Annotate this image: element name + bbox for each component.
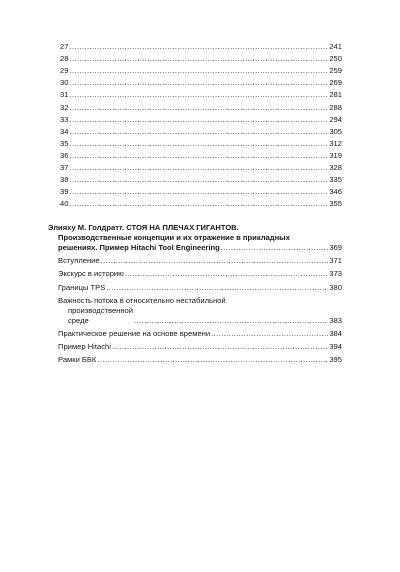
- toc-row-label: 27: [60, 42, 69, 52]
- toc-entry-page: 384: [329, 328, 342, 338]
- dot-leader: [69, 78, 328, 87]
- dot-leader: [69, 151, 328, 160]
- toc-row: [52, 160, 342, 172]
- toc-entry-label: Границы TPS: [58, 282, 106, 292]
- section-subtitle-text: решениях. Пример Hitachi Tool Engineering: [58, 243, 220, 252]
- dot-leader: [97, 355, 328, 365]
- toc-entry-label: Вступление: [58, 256, 100, 266]
- toc-entry-label-line1: Важность потока в относительно нестабильной: [58, 295, 226, 305]
- dot-leader: [69, 115, 328, 124]
- toc-row-page: 281: [329, 90, 342, 100]
- dot-leader: [69, 163, 328, 172]
- toc-row-page: 328: [329, 163, 342, 173]
- toc-entry-page: 371: [329, 256, 342, 266]
- toc-row: [52, 39, 342, 51]
- toc-row-page: 335: [329, 175, 342, 185]
- toc-row-page: 269: [329, 78, 342, 88]
- section-heading: Элияху М. Голдратт. СТОЯ НА ПЛЕЧАХ ГИГАНТОВ.: [48, 223, 239, 232]
- toc-row-label: 32: [60, 102, 69, 112]
- dot-leader: [69, 42, 328, 51]
- toc-entry-page: 394: [329, 342, 342, 352]
- toc-row-label: 33: [60, 114, 69, 124]
- toc-row-page: 241: [329, 42, 342, 52]
- dot-leader: [221, 243, 329, 253]
- section-subtitle-line2: [48, 243, 342, 253]
- toc-entry: [48, 342, 342, 352]
- toc-row-label: 39: [60, 187, 69, 197]
- toc-row: [52, 75, 342, 87]
- toc-row-page: 312: [329, 138, 342, 148]
- toc-row-label: 35: [60, 138, 69, 148]
- toc-entry-label: Экскурс в историю: [58, 269, 124, 279]
- toc-row: [52, 112, 342, 124]
- toc-row-page: 259: [329, 66, 342, 76]
- dot-leader: [69, 90, 328, 99]
- toc-row-label: 37: [60, 163, 69, 173]
- toc-entry-line2: [58, 306, 342, 326]
- dot-leader: [69, 199, 328, 208]
- toc-row: [52, 51, 342, 63]
- dot-leader: [69, 103, 328, 112]
- toc-row-page: 319: [329, 150, 342, 160]
- toc-entry-label-line2: производственной среде: [68, 305, 134, 325]
- toc-row: [52, 172, 342, 184]
- toc-row-label: 28: [60, 54, 69, 64]
- toc-row-label: 36: [60, 150, 69, 160]
- toc-row: [52, 124, 342, 136]
- toc-row-page: 346: [329, 187, 342, 197]
- toc-row-page: 305: [329, 126, 342, 136]
- dot-leader: [69, 127, 328, 136]
- toc-entry: [48, 283, 342, 293]
- toc-row-label: 30: [60, 78, 69, 88]
- toc-row-label: 38: [60, 175, 69, 185]
- toc-entry: [48, 329, 342, 339]
- dot-leader: [69, 66, 328, 75]
- toc-entry-page: 383: [329, 315, 342, 325]
- toc-row: [52, 87, 342, 99]
- toc-entry: [48, 269, 342, 279]
- toc-row-label: 40: [60, 199, 69, 209]
- toc-row: [52, 136, 342, 148]
- toc-row: [52, 148, 342, 160]
- toc-entry-page: 373: [329, 269, 342, 279]
- toc-row-page: 355: [329, 199, 342, 209]
- toc-row-label: 31: [60, 90, 69, 100]
- toc-entry: [48, 355, 342, 365]
- section-subtitle-page: 369: [329, 243, 342, 252]
- toc-entry-label: Пример Hitachi: [58, 342, 111, 352]
- toc-row-label: 29: [60, 66, 69, 76]
- toc-row-page: 288: [329, 102, 342, 112]
- toc-numbered-list: [52, 39, 342, 208]
- toc-entry-label: Рамки ББК: [58, 355, 97, 365]
- dot-leader: [69, 139, 328, 148]
- dot-leader: [101, 256, 329, 266]
- toc-entry-page: 380: [329, 282, 342, 292]
- dot-leader: [125, 269, 328, 279]
- toc-entry: [48, 256, 342, 266]
- dot-leader: [211, 329, 328, 339]
- dot-leader: [112, 342, 328, 352]
- toc-entry-page: 395: [329, 355, 342, 365]
- toc-row: [52, 63, 342, 75]
- toc-row: [52, 99, 342, 111]
- dot-leader: [134, 316, 328, 326]
- dot-leader: [106, 283, 328, 293]
- dot-leader: [69, 175, 328, 184]
- toc-row-page: 294: [329, 114, 342, 124]
- section-subtitle-line1: Производственные концепции и их отражение в прикладных: [58, 233, 290, 242]
- dot-leader: [69, 187, 328, 196]
- toc-row-page: 250: [329, 54, 342, 64]
- toc-row-label: 34: [60, 126, 69, 136]
- toc-entry-label: Практическое решение на основе времени: [58, 328, 211, 338]
- toc-row: [52, 196, 342, 208]
- toc-section: [48, 223, 342, 365]
- toc-entry-multiline: [48, 296, 342, 326]
- toc-row: [52, 184, 342, 196]
- dot-leader: [69, 54, 328, 63]
